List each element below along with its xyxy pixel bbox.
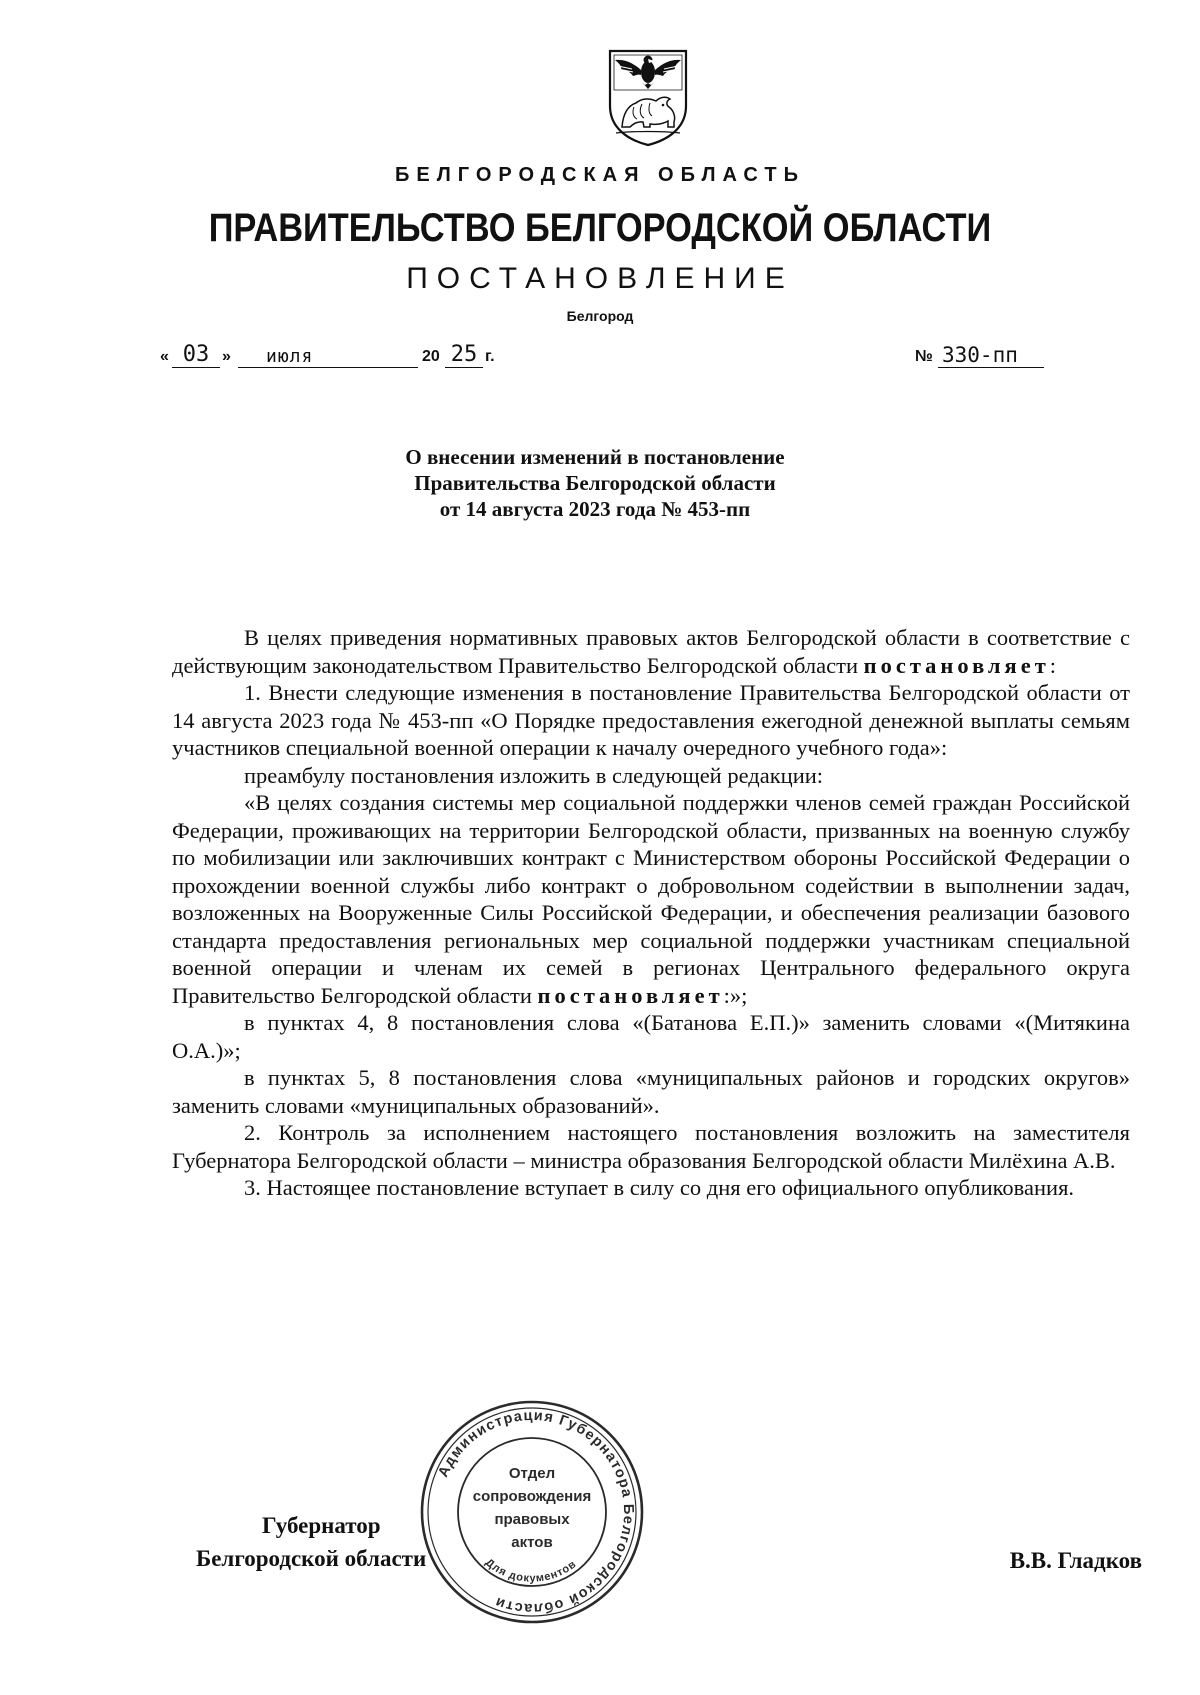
date-open-quote: «	[160, 348, 169, 365]
date-close-quote: »	[222, 348, 231, 365]
date-year: 25	[445, 342, 483, 368]
date-day: 03	[172, 342, 220, 368]
body-paragraph: 2. Контроль за исполнением настоящего постановления возложить на заместителя Губернатора Белгородской области – министра образования Белгородской области Милёхина А.В.	[172, 1120, 1130, 1173]
date-century: 20	[422, 348, 440, 365]
stamp-center-line: сопровождения	[472, 1488, 592, 1505]
paragraph-end: :»;	[723, 982, 748, 1008]
date-number-line	[160, 334, 1040, 370]
stamp-center-line: Отдел	[508, 1465, 556, 1482]
signatory-title-line2: Белгородской области	[196, 1546, 427, 1571]
issue-city: Белгород	[566, 308, 634, 324]
body-paragraph	[172, 789, 1130, 1009]
paragraph-end: :	[1049, 652, 1057, 678]
document-subject	[0, 444, 1200, 522]
body-paragraph: 1. Внести следующие изменения в постановление Правительства Белгородской области от 14 августа 2023 года № 453-пп «О Порядке предоставления ежегодной денежной выплаты семьям участников специальной военной операции к началу очередного учебного года»:	[172, 680, 1130, 760]
body-paragraph: в пунктах 4, 8 постановления слова «(Батанова Е.П.)» заменить словами «(Митякина О.А.)»;	[172, 1010, 1130, 1063]
subject-line: от 14 августа 2023 года № 453-пп	[439, 497, 751, 521]
body-paragraph: преамбулу постановления изложить в следующей редакции:	[244, 762, 824, 788]
signatory-title-line1: Губернатор	[262, 1513, 381, 1538]
body-paragraph	[172, 624, 1130, 679]
coat-of-arms-icon	[606, 48, 690, 148]
paragraph-text: В целях приведения нормативных правовых актов Белгородской области в соответствие с действующим законодательством Правительство Белгородской области	[172, 625, 1130, 678]
doc-number-label: №	[915, 348, 933, 365]
resolves-emphasis: постановляет	[537, 982, 724, 1008]
paragraph-text: «В целях создания системы мер социальной поддержки членов семей граждан Российской Федерации, проживающих на территории Белгородской области, призванных на военную службу по мобилизации или заключивших контракт с Министерством обороны Российской Федерации о прохождении военной службы либо контракт о добровольном содействии в выполнении задач, возложенных на Вооруженные Силы Российской Федерации, и обеспечения реализации базового стандарта предоставления региональных мер социальной поддержки участникам специальной военной операции и членам их семей в регионах Центрального федерального округа Правительство Белгородской области	[172, 790, 1130, 1008]
body-paragraph: в пунктах 5, 8 постановления слова «муниципальных районов и городских округов» заменить словами «муниципальных образований».	[172, 1065, 1130, 1118]
stamp-bottom-text: Для документов	[482, 1556, 579, 1585]
stamp-center-line: правовых	[494, 1511, 570, 1528]
body-paragraph: 3. Настоящее постановление вступает в силу со дня его официального опубликования.	[244, 1175, 1075, 1200]
region-name: БЕЛГОРОДСКАЯ ОБЛАСТЬ	[395, 164, 805, 186]
document-type: ПОСТАНОВЛЕНИЕ	[406, 262, 794, 295]
official-stamp	[418, 1398, 646, 1626]
subject-line: Правительства Белгородской области	[414, 471, 776, 495]
government-name: ПРАВИТЕЛЬСТВО БЕЛГОРОДСКОЙ ОБЛАСТИ	[208, 206, 992, 250]
stamp-ring-text: Администрация Губернатора Белгородской области	[435, 1407, 637, 1617]
doc-number: 330-пп	[938, 343, 1044, 368]
date-month: июля	[238, 346, 418, 368]
signatory-name: В.В. Гладков	[1009, 1548, 1142, 1573]
date-year-abbr: г.	[485, 348, 495, 365]
stamp-center-line: актов	[511, 1534, 553, 1551]
resolves-emphasis: постановляет	[863, 652, 1050, 678]
document-body	[172, 624, 1130, 1202]
subject-line: О внесении изменений в постановление	[405, 445, 785, 469]
